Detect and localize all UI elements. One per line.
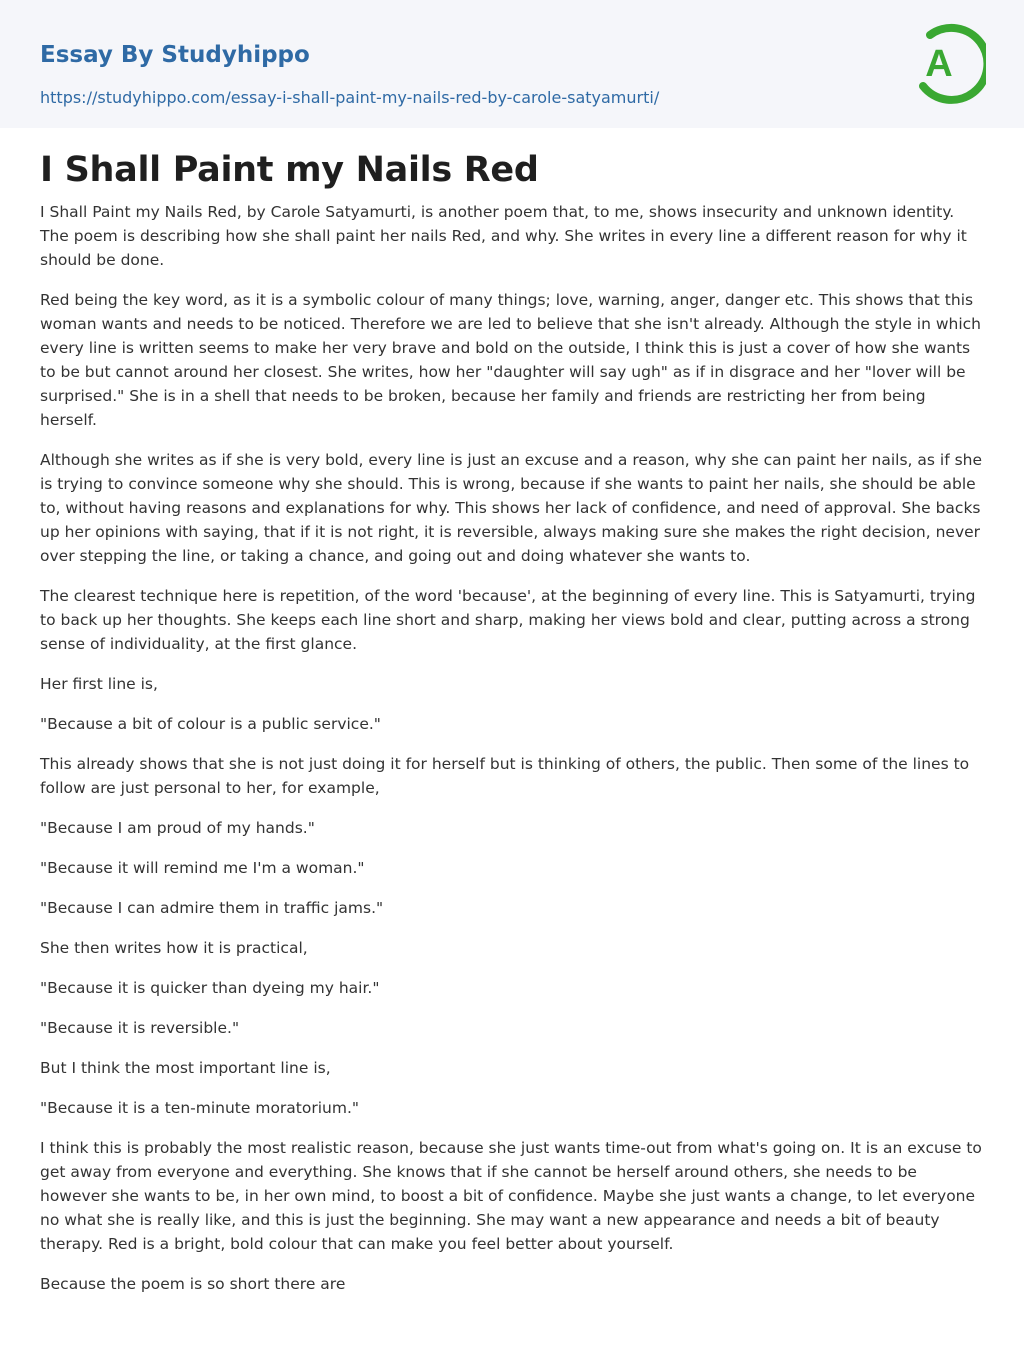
- article: [0, 150, 1024, 1296]
- paragraph: She then writes how it is practical,: [40, 939, 308, 957]
- page-title: I Shall Paint my Nails Red: [40, 150, 539, 190]
- quote-line: "Because a bit of colour is a public service.": [40, 715, 381, 733]
- paragraph: This already shows that she is not just doing it for herself but is thinking of others, the public. Then some of the lines to follow are just personal to her, for example,: [40, 755, 970, 797]
- quote-line: "Because it will remind me I'm a woman.": [40, 859, 365, 877]
- paragraph: Her first line is,: [40, 675, 158, 693]
- site-header: [0, 0, 1024, 128]
- paragraph-truncated: Because the poem is so short there are: [40, 1275, 346, 1293]
- paragraph: I think this is probably the most realistic reason, because she just wants time-out from what's going on. It is an excuse to get away from everyone and everything. She knows that if she cannot be herself around others, she needs to be however she wants to be, in her own mind, to boost a bit of confidence. Maybe she just wants a change, to let everyone no what she is really like, and this is just the beginning. She may want a new appearance and needs a bit of beauty therapy. Red is a bright, bold colour that can make you feel better about yourself.: [40, 1139, 982, 1253]
- quote-line: "Because it is reversible.": [40, 1019, 240, 1037]
- paragraph: Red being the key word, as it is a symbolic colour of many things; love, warning, anger, danger etc. This shows that this woman wants and needs to be noticed. Therefore we are led to believe that she isn't already. Although the style in which every line is written seems to make her very brave and bold on the outside, I think this is just a cover of how she wants to be but cannot around her closest. She writes, how her "daughter will say ugh" as if in disgrace and her "lover will be surprised." She is in a shell that needs to be broken, because her family and friends are restricting her from being herself.: [40, 291, 982, 429]
- site-brand[interactable]: Essay By Studyhippo: [40, 42, 310, 68]
- paragraph: Although she writes as if she is very bold, every line is just an excuse and a reason, why she can paint her nails, as if she is trying to convince someone why she should. This is wrong, because if she wants to paint her nails, she should be able to, without having reasons and explanations for why. This shows her lack of confidence, and need of approval. She backs up her opinions with saying, that if it is not right, it is reversible, always making sure she makes the right decision, never over stepping the line, or taking a chance, and going out and doing whatever she wants to.: [40, 451, 983, 565]
- paragraph: But I think the most important line is,: [40, 1059, 331, 1077]
- quote-line: "Because it is quicker than dyeing my hair.": [40, 979, 380, 997]
- quote-line: "Because it is a ten-minute moratorium.": [40, 1099, 360, 1117]
- quote-line: "Because I can admire them in traffic jams.": [40, 899, 384, 917]
- studyhippo-logo-icon[interactable]: [914, 18, 986, 104]
- paragraph: The clearest technique here is repetition, of the word 'because', at the beginning of every line. This is Satyamurti, trying to back up her thoughts. She keeps each line short and sharp, making her views bold and clear, putting across a strong sense of individuality, at the first glance.: [40, 587, 976, 653]
- quote-line: "Because I am proud of my hands.": [40, 819, 315, 837]
- essay-url-link[interactable]: https://studyhippo.com/essay-i-shall-paint-my-nails-red-by-carole-satyamurti/: [40, 88, 660, 107]
- logo-letter: A: [925, 43, 953, 85]
- paragraph: I Shall Paint my Nails Red, by Carole Satyamurti, is another poem that, to me, shows insecurity and unknown identity. The poem is describing how she shall paint her nails Red, and why. She writes in every line a different reason for why it should be done.: [40, 203, 967, 269]
